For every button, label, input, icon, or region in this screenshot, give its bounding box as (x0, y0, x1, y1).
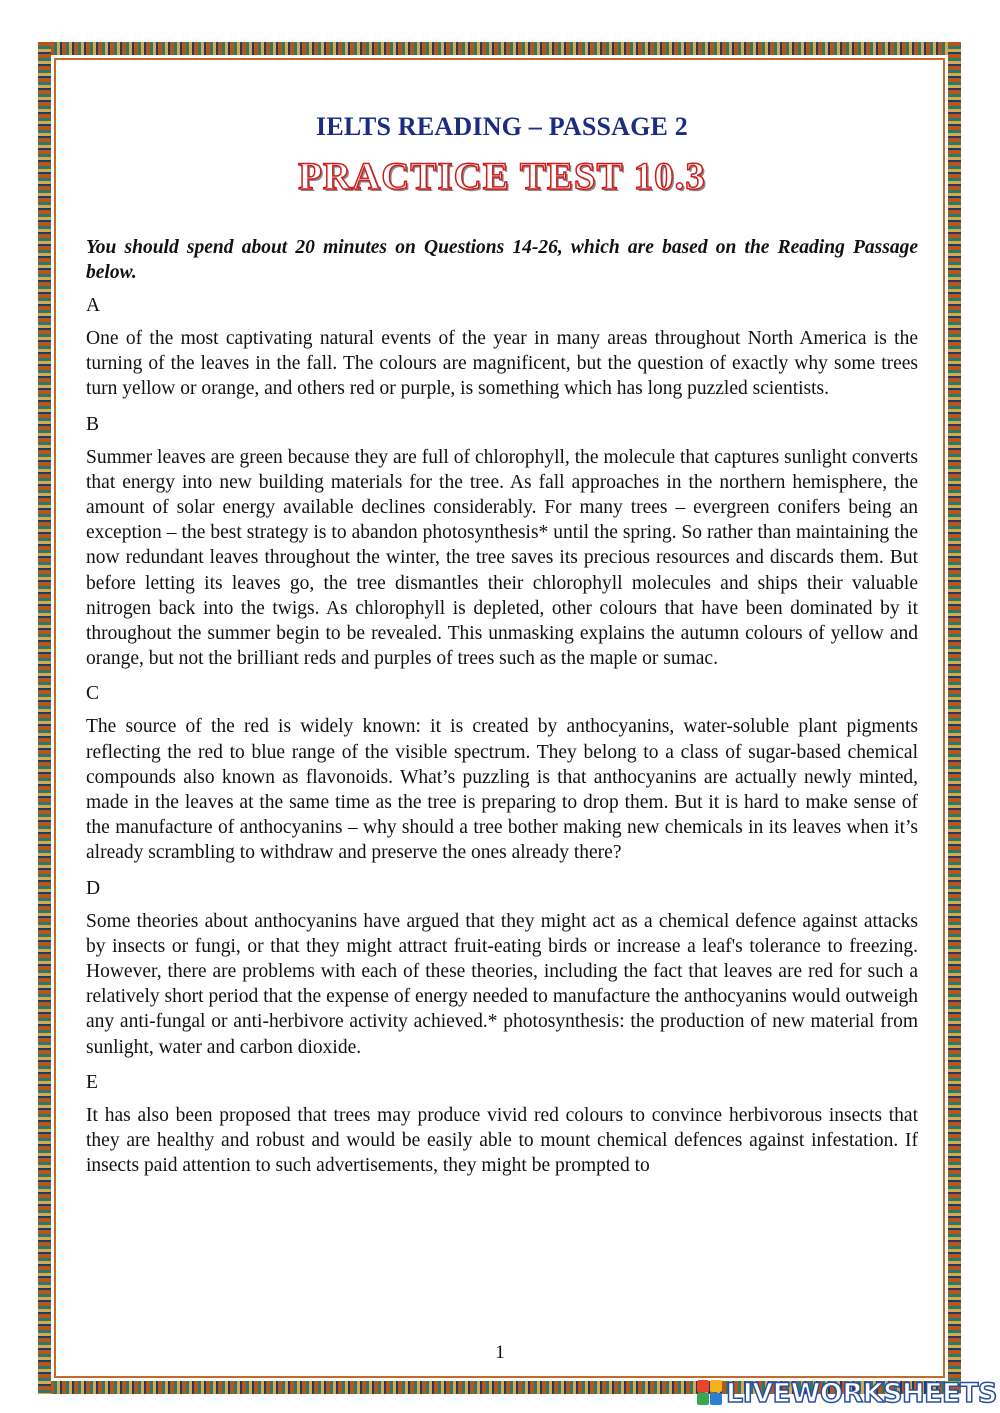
liveworksheets-badge-icon (697, 1380, 723, 1406)
watermark-text: LIVEWORKSHEETS (726, 1377, 997, 1409)
section-e (86, 1070, 918, 1179)
section-letter: E (86, 1071, 98, 1093)
liveworksheets-logo[interactable] (697, 1378, 997, 1408)
decorative-border-left (38, 42, 51, 1394)
section-letter: D (86, 877, 101, 899)
section-letter: C (86, 683, 100, 705)
instructions: You should spend about 20 minutes on Questions 14-26, which are based on the Reading Passage below. (86, 237, 918, 283)
section-paragraph: It has also been proposed that trees may produce vivid red colours to convince herbivorous insects that they are healthy and robust and would be easily able to mount chemical defences against infestation. If insects paid attention to such advertisements, they might be prompted to (86, 1104, 918, 1177)
section-a (86, 293, 918, 402)
section-d (86, 876, 918, 1060)
worksheet-page (86, 90, 918, 1188)
page-title: IELTS READING – PASSAGE 2 (316, 112, 688, 141)
section-paragraph: Some theories about anthocyanins have argued that they might act as a chemical defence against attacks by insects or fungi, or that they might attract fruit-eating birds or increase a leaf's tolerance to freezing. However, there are problems with each of these theories, including the fact that leaves are red for such a relatively short period that the expense of energy needed to manufacture the anthocyanins would outweigh any anti-fungal or anti-herbivore activity achieved.* photosynthesis: the production of new material from sunlight, water and carbon dioxide. (86, 910, 918, 1058)
section-c (86, 681, 918, 865)
test-heading: PRACTICE TEST 10.3 (298, 155, 706, 198)
section-paragraph: Summer leaves are green because they are full of chlorophyll, the molecule that captures sunlight converts that energy into new building materials for the tree. As fall approaches in the northern hemisphere, the amount of solar energy available declines considerably. For many trees – evergreen conifers being an exception – the best strategy is to abandon photosynthesis* until the spring. So rather than maintaining the now redundant leaves throughout the winter, the tree saves its precious resources and discards them. But before letting its leaves go, the tree dismantles their chlorophyll molecules and ships their valuable nitrogen back into the twigs. As chlorophyll is depleted, other colours that have been dominated by it throughout the summer begin to be revealed. This unmasking explains the autumn colours of yellow and orange, but not the brilliant reds and purples of trees such as the maple or sumac. (86, 446, 918, 670)
section-letter: A (86, 295, 101, 316)
decorative-border-right (948, 42, 961, 1394)
page-number: 1 (495, 1342, 505, 1363)
section-letter: B (86, 413, 100, 435)
section-b (86, 412, 918, 672)
section-paragraph: One of the most captivating natural events of the year in many areas throughout North America is the turning of the leaves in the fall. The colours are magnificent, but the question of exactly why some trees turn yellow or orange, and others red or purple, is something which has long puzzled scientists. (86, 328, 918, 400)
section-paragraph: The source of the red is widely known: it is created by anthocyanins, water-soluble plant pigments reflecting the red to blue range of the visible spectrum. They belong to a class of sugar-based chemical compounds also known as flavonoids. What’s puzzling is that anthocyanins are actually newly minted, made in the leaves at the same time as the tree is preparing to drop them. But it is hard to make sense of the manufacture of anthocyanins – why should a tree bother making new chemicals in its leaves when it’s already scrambling to withdraw and preserve the ones already there? (86, 716, 918, 864)
